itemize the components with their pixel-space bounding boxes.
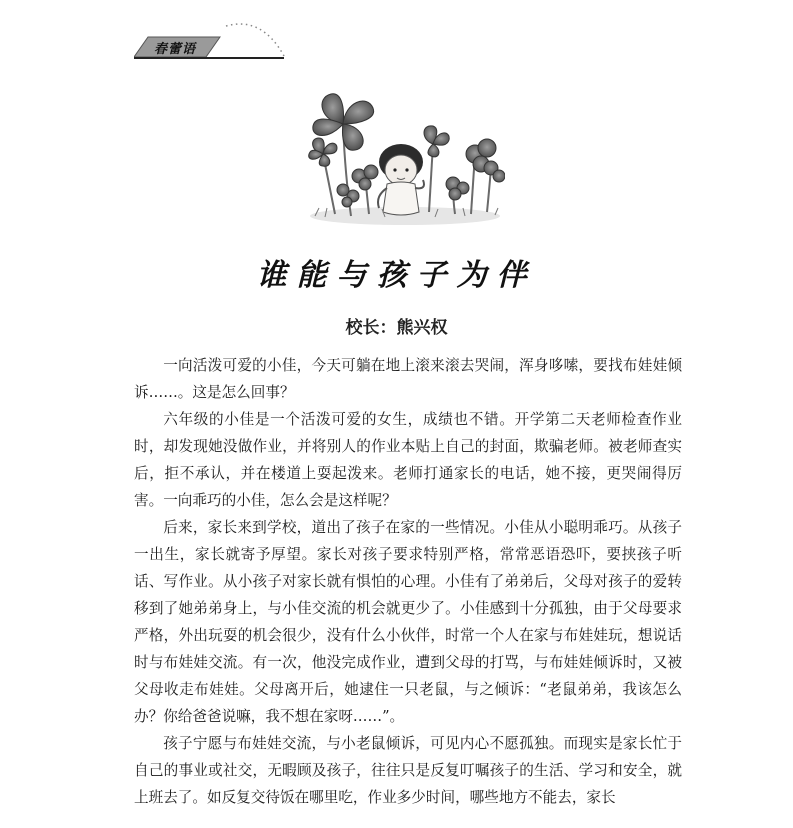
paragraph: 六年级的小佳是一个活泼可爱的女生，成绩也不错。开学第二天老师检查作业时，却发现她没做作业，并将别人的作业本贴上自己的封面，欺骗老师。被老师查实后，拒不承认，并在楼道上耍起泼来。老师打通家长的电话，她不接，更哭闹得厉害。一向乖巧的小佳，怎么会是这样呢？ <box>134 411 682 509</box>
paragraph: 一向活泼可爱的小佳，今天可躺在地上滚来滚去哭闹，浑身哆嗦，要找布娃娃倾诉……。这是怎么回事？ <box>134 357 682 401</box>
section-label: 春蕾语 <box>154 42 197 57</box>
dotted-arc-decoration <box>222 18 292 58</box>
paragraph: 后来，家长来到学校，道出了孩子在家的一些情况。小佳从小聪明乖巧。从孩子一出生，家长就寄予厚望。家长对孩子要求特别严格，常常恶语恐吓，要挟孩子听话、写作业。从小孩子对家长就有惧怕的心理。小佳有了弟弟后，父母对孩子的爱转移到了她弟弟身上，与小佳交流的机会就更少了。小佳感到十分孤独，由于父母要求严格，外出玩耍的机会很少，没有什么小伙伴，时常一个人在家与布娃娃玩，想说话时与布娃娃交流。有一次，他没完成作业，遭到父母的打骂，与布娃娃倾诉时，又被父母收走布娃娃。父母离开后，她逮住一只老鼠，与之倾诉：“老鼠弟弟，我该怎么办？你给爸爸说嘛，我不想在家呀……”。 <box>134 519 682 725</box>
article-title: 谁能与孩子为伴 <box>256 258 537 293</box>
child-figure <box>378 144 424 215</box>
article-body <box>134 352 682 811</box>
article-byline: 校长：熊兴权 <box>345 318 448 338</box>
paragraph: 孩子宁愿与布娃娃交流，与小老鼠倾诉，可见内心不愿孤独。而现实是家长忙于自己的事业或社交，无暇顾及孩子，往往只是反复叮嘱孩子的生活、学习和安全，就上班去了。如反复交待饭在哪里吃，作业多少时间，哪些地方不能去，家长 <box>134 735 682 806</box>
clover-child-illustration <box>295 84 505 234</box>
